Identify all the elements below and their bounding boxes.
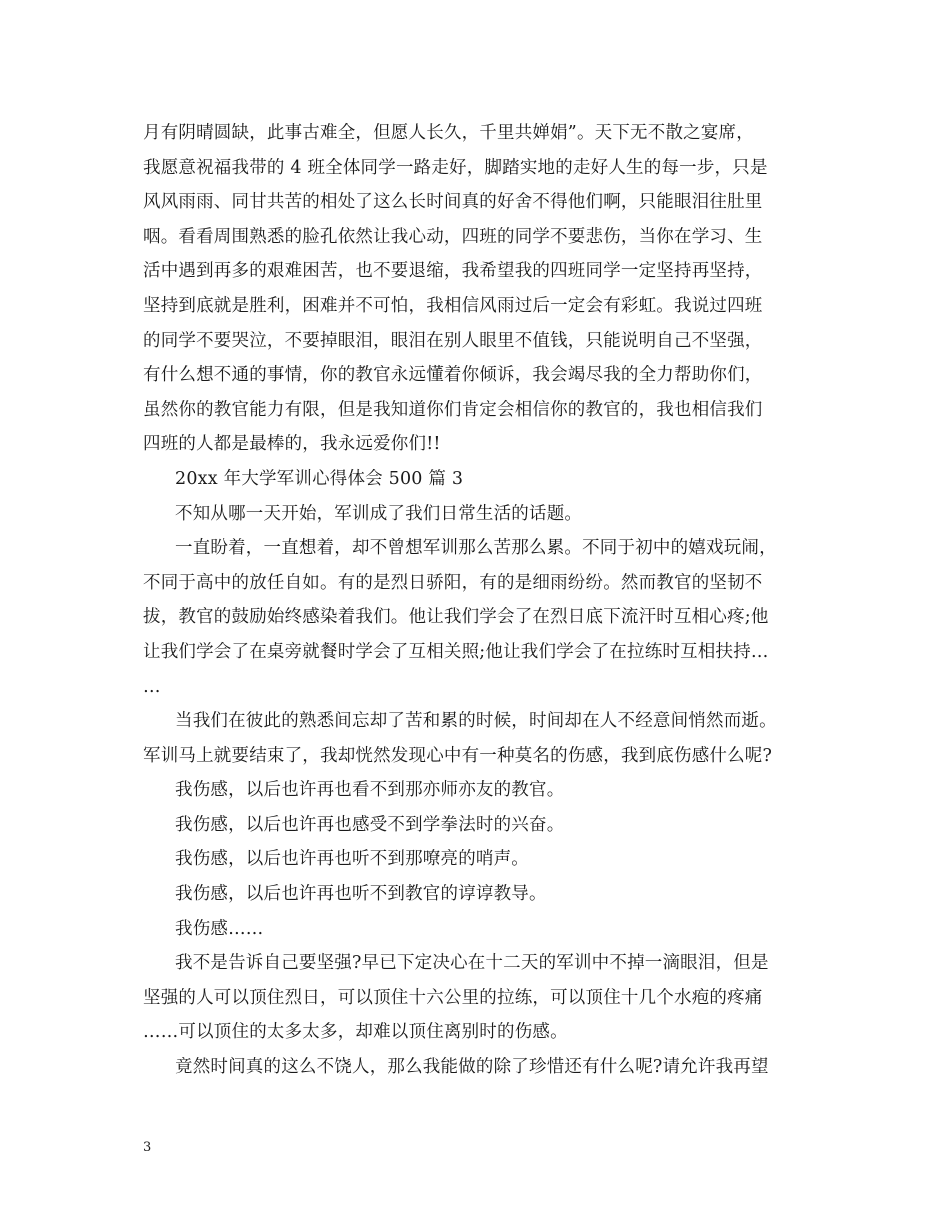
text-line: 虽然你的教官能力有限，但是我知道你们肯定会相信你的教官的，我也相信我们 [143, 399, 763, 420]
text-line: 不知从哪一天开始，军训成了我们日常生活的话题。 [175, 503, 583, 524]
text-line: 我不是告诉自己要坚强?早已下定决心在十二天的军训中不掉一滴眼泪，但是 [175, 953, 769, 974]
text-line: 当我们在彼此的熟悉间忘却了苦和累的时候，时间却在人不经意间悄然而逝。 [175, 711, 777, 732]
text-line: ……可以顶住的太多太多，却难以顶住离别时的伤感。 [143, 1022, 568, 1043]
text-line: … [143, 676, 161, 697]
text-line: 我伤感，以后也许再也看不到那亦师亦友的教官。 [175, 780, 565, 801]
text-line: 的同学不要哭泣，不要掉眼泪，眼泪在别人眼里不值钱，只能说明自己不坚强， [143, 330, 763, 351]
text-line: 有什么想不通的事情，你的教官永远懂着你倾诉，我会竭尽我的全力帮助你们， [143, 365, 763, 386]
text-line: 一直盼着，一直想着，却不曾想军训那么苦那么累。不同于初中的嬉戏玩闹， [175, 538, 777, 559]
text-line: 我伤感…… [175, 918, 264, 939]
text-line: 坚持到底就是胜利，困难并不可怕，我相信风雨过后一定会有彩虹。我说过四班 [143, 295, 763, 316]
text-line: 我伤感，以后也许再也听不到那嘹亮的哨声。 [175, 849, 529, 870]
text-line: 我伤感，以后也许再也听不到教官的谆谆教导。 [175, 884, 547, 905]
text-line: 拔，教官的鼓励始终感染着我们。他让我们学会了在烈日底下流汗时互相心疼;他 [143, 607, 769, 628]
text-line: 我伤感，以后也许再也感受不到学拳法时的兴奋。 [175, 814, 565, 835]
text-line: 竟然时间真的这么不饶人，那么我能做的除了珍惜还有什么呢?请允许我再望 [175, 1057, 769, 1078]
text-line: 我愿意祝福我带的 4 班全体同学一路走好，脚踏实地的走好人生的每一步，只是 [143, 157, 768, 178]
text-line: 让我们学会了在桌旁就餐时学会了互相关照;他让我们学会了在拉练时互相扶持… [143, 641, 769, 662]
text-line: 军训马上就要结束了，我却恍然发现心中有一种莫名的伤感，我到底伤感什么呢? [143, 745, 773, 766]
text-line: 20xx 年大学军训心得体会 500 篇 3 [175, 468, 464, 489]
text-line: 活中遇到再多的艰难困苦，也不要退缩，我希望我的四班同学一定坚持再坚持， [143, 261, 763, 282]
text-line: 风风雨雨、同甘共苦的相处了这么长时间真的好舍不得他们啊，只能眼泪往肚里 [143, 192, 763, 213]
body-text [143, 116, 833, 1085]
page-number: 3 [143, 1140, 152, 1155]
text-line: 四班的人都是最棒的，我永远爱你们!! [143, 434, 441, 455]
text-line: 不同于高中的放任自如。有的是烈日骄阳，有的是细雨纷纷。然而教官的坚韧不 [143, 572, 763, 593]
text-line: 月有阴晴圆缺，此事古难全，但愿人长久，千里共婵娟”。天下无不散之宴席， [143, 123, 754, 143]
text-line: 坚强的人可以顶住烈日，可以顶住十六公里的拉练，可以顶住十几个水疱的疼痛 [143, 987, 763, 1008]
text-line: 咽。看看周围熟悉的脸孔依然让我心动，四班的同学不要悲伤，当你在学习、生 [143, 226, 763, 247]
